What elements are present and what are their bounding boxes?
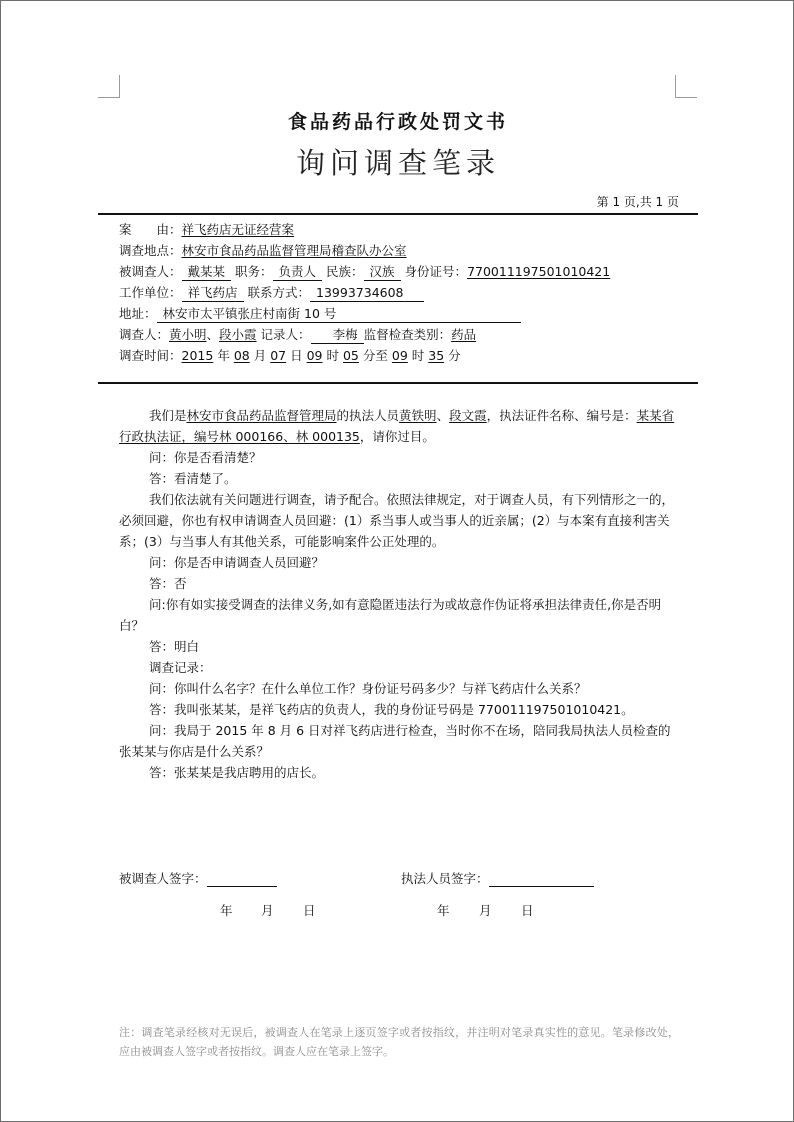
document-title: 食品药品行政处罚文书 bbox=[287, 111, 508, 133]
answer-2: 答：否 bbox=[149, 576, 187, 591]
id-label: 身份证号： bbox=[404, 264, 468, 279]
intro-officer-1: 黄铁明 bbox=[399, 408, 437, 423]
time-minute-start: 05 bbox=[342, 348, 359, 363]
officer-signature-line[interactable] bbox=[489, 872, 594, 887]
ethnic-label: 民族： bbox=[326, 264, 364, 279]
record-header bbox=[119, 220, 699, 367]
case-value: 祥飞药店无证经营案 bbox=[181, 222, 295, 237]
officer-date-year: 年 bbox=[437, 903, 450, 918]
time-hour-unit-start: 时 bbox=[326, 348, 339, 363]
document-subtitle: 询问调查笔录 bbox=[295, 146, 500, 180]
time-line bbox=[119, 346, 699, 367]
question-5: 问：我局于 2015 年 8 月 6 日对祥飞药店进行检查，当时你不在场，陪同我局执法人员检查的张某某与你店是什么关系？ bbox=[119, 723, 671, 759]
intro-text-4: ，执法证件名称、编号是： bbox=[486, 408, 637, 423]
intro-text-3: 、 bbox=[436, 408, 450, 423]
time-label: 调查时间： bbox=[119, 348, 182, 363]
officer-date-month: 月 bbox=[479, 903, 492, 918]
respondent-signature-line[interactable] bbox=[207, 872, 277, 887]
investigator-separator: 、 bbox=[206, 327, 220, 342]
recorder-value: 李梅 bbox=[311, 327, 364, 344]
respondent-date-year: 年 bbox=[220, 903, 233, 918]
respondent-value: 戴某某 bbox=[182, 264, 232, 281]
officer-date-day: 日 bbox=[521, 903, 534, 918]
respondent-line bbox=[119, 262, 699, 283]
time-hour-end: 09 bbox=[391, 348, 408, 363]
respondent-signature-label: 被调查人签字： bbox=[119, 871, 207, 886]
time-hour-start: 09 bbox=[306, 348, 323, 363]
answer-4: 答：我叫张某某，是祥飞药店的负责人，我的身份证号码是 770011197501010421。 bbox=[149, 702, 634, 717]
question-2: 问：你是否申请调查人员回避？ bbox=[149, 555, 325, 570]
intro-text-1: 我们是 bbox=[149, 408, 187, 423]
category-value: 药品 bbox=[451, 327, 477, 342]
workplace-label: 工作单位： bbox=[119, 285, 182, 300]
contact-value: 13993734608 bbox=[310, 285, 423, 302]
officer-signature bbox=[401, 869, 594, 887]
header-bottom-rule bbox=[98, 382, 698, 384]
page-number: 第 1 页,共 1 页 bbox=[596, 195, 679, 209]
workplace-line bbox=[119, 283, 699, 304]
time-day: 07 bbox=[270, 348, 287, 363]
crop-mark-top-left-horizontal bbox=[98, 97, 120, 98]
time-minute-end: 35 bbox=[428, 348, 445, 363]
question-1: 问：你是否看清楚？ bbox=[149, 450, 262, 465]
intro-paragraph bbox=[119, 405, 679, 447]
record-label: 调查记录： bbox=[149, 660, 212, 675]
investigator-2: 段小霞 bbox=[219, 327, 257, 342]
address-value: 林安市太平镇张庄村南街 10 号 bbox=[157, 306, 522, 323]
crop-mark-top-right-vertical bbox=[675, 75, 676, 97]
category-label: 监督检查类别： bbox=[363, 327, 452, 342]
investigator-line bbox=[119, 325, 699, 346]
recusal-notice: 我们依法就有关问题进行调查，请予配合。依照法律规定，对于调查人员，有下列情形之一的，必须回避，你也有权申请调查人员回避：(1）系当事人或当事人的近亲属；(2）与本案有直接利害关系；(3）与当事人有其他关系，可能影响案件公正处理的。 bbox=[119, 492, 675, 549]
respondent-label: 被调查人： bbox=[119, 264, 182, 279]
time-hour-unit-end: 时 bbox=[411, 348, 425, 363]
id-value: 770011197501010421 bbox=[467, 264, 611, 279]
place-line bbox=[119, 241, 699, 262]
answer-3: 答：明白 bbox=[149, 639, 200, 654]
time-minute-to: 分至 bbox=[362, 348, 388, 363]
intro-officer-2: 段文霞 bbox=[449, 408, 487, 423]
investigator-1: 黄小明 bbox=[169, 327, 207, 342]
answer-1: 答：看清楚了。 bbox=[149, 471, 237, 486]
place-label: 调查地点： bbox=[119, 243, 182, 258]
duty-label: 职务： bbox=[235, 264, 273, 279]
intro-agency: 林安市食品药品监督管理局 bbox=[186, 408, 337, 423]
intro-certificate: 某某省行政执法证，编号林 000166、林 000135 bbox=[119, 408, 675, 444]
respondent-date-month: 月 bbox=[261, 903, 274, 918]
header-top-rule bbox=[98, 213, 698, 215]
question-3: 问:你有如实接受调查的法律义务,如有意隐匿违法行为或故意作伪证将承担法律责任,你是否明白？ bbox=[119, 597, 662, 633]
footnote: 注：调查笔录经核对无误后，被调查人在笔录上逐页签字或者按指纹，并注明对笔录真实性的意见。笔录修改处，应由被调查人签字或者按指纹。调查人应在笔录上签字。 bbox=[119, 1026, 679, 1058]
intro-text-5: ，请你过目。 bbox=[359, 429, 435, 444]
time-day-unit: 日 bbox=[290, 348, 303, 363]
workplace-value: 祥飞药店 bbox=[182, 285, 244, 302]
crop-mark-top-right-horizontal bbox=[675, 97, 697, 98]
time-month: 08 bbox=[233, 348, 250, 363]
ethnic-value: 汉族 bbox=[364, 264, 401, 281]
duty-value: 负责人 bbox=[273, 264, 323, 281]
intro-text-2: 的执法人员 bbox=[336, 408, 400, 423]
case-label: 案 由： bbox=[119, 222, 182, 237]
respondent-signature bbox=[119, 869, 277, 887]
recorder-label: 记录人： bbox=[260, 327, 311, 342]
contact-label: 联系方式： bbox=[247, 285, 311, 300]
crop-mark-top-left-vertical bbox=[119, 75, 120, 97]
time-minute-unit-end: 分 bbox=[448, 348, 461, 363]
case-line bbox=[119, 220, 699, 241]
question-4: 问：你叫什么名字？在什么单位工作？身份证号码多少？与祥飞药店什么关系？ bbox=[149, 681, 587, 696]
address-line bbox=[119, 304, 699, 325]
investigator-label: 调查人： bbox=[119, 327, 170, 342]
answer-5: 答：张某某是我店聘用的店长。 bbox=[149, 765, 325, 780]
time-month-unit: 月 bbox=[253, 348, 267, 363]
time-year: 2015 bbox=[181, 348, 214, 363]
time-year-unit: 年 bbox=[217, 348, 230, 363]
address-label: 地址： bbox=[119, 306, 157, 321]
respondent-date-day: 日 bbox=[303, 903, 316, 918]
officer-signature-label: 执法人员签字： bbox=[401, 871, 489, 886]
place-value: 林安市食品药品监督管理局稽查队办公室 bbox=[181, 243, 407, 258]
record-body bbox=[119, 405, 679, 783]
